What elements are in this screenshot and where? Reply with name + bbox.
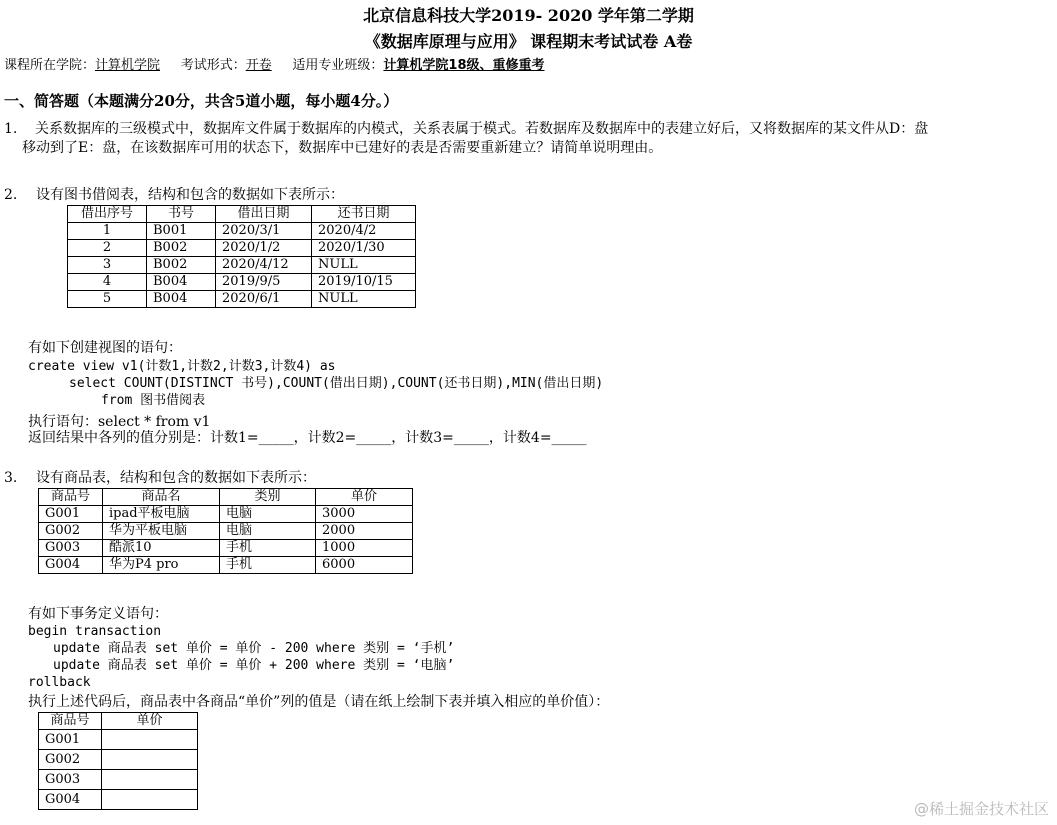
blank-cell	[102, 770, 198, 790]
exam-meta	[4, 57, 545, 74]
q2-exec: 执行语句：select * from v1	[28, 414, 211, 430]
answer-table	[38, 712, 198, 810]
table-cell: G001	[39, 506, 103, 523]
col-price: 单价	[316, 489, 413, 506]
major-label: 适用专业班级：	[292, 58, 384, 73]
table-cell: G004	[39, 557, 103, 574]
table-cell: B001	[147, 223, 216, 240]
table-cell: 5	[68, 291, 147, 308]
table-cell: G002	[39, 750, 102, 770]
q2-code-line2: select COUNT(DISTINCT 书号),COUNT(借出日期),COUNT(还书日期),MIN(借出日期)	[69, 376, 604, 391]
table-cell: B002	[147, 240, 216, 257]
table-cell: 电脑	[220, 506, 316, 523]
product-table	[38, 488, 413, 574]
table-cell: 2020/4/12	[216, 257, 312, 274]
exam-subtitle: 《数据库原理与应用》 课程期末考试试卷 A卷	[364, 32, 693, 51]
table-cell: 4	[68, 274, 147, 291]
q2-code-line3: from 图书借阅表	[101, 393, 206, 408]
table-cell: 2020/4/2	[312, 223, 416, 240]
table-cell: 6000	[316, 557, 413, 574]
table-cell: G002	[39, 523, 103, 540]
college-value: 计算机学院	[95, 58, 161, 73]
col-category: 类别	[220, 489, 316, 506]
table-row	[39, 770, 198, 790]
q3-tx-intro: 有如下事务定义语句：	[28, 606, 168, 622]
table-cell: 酷派10	[103, 540, 220, 557]
table-cell: NULL	[312, 257, 416, 274]
table-cell: 1	[68, 223, 147, 240]
table-row	[39, 730, 198, 750]
table-row	[68, 257, 416, 274]
table-cell: ipad平板电脑	[103, 506, 220, 523]
blank-cell	[102, 790, 198, 810]
col-return-date: 还书日期	[312, 206, 416, 223]
section-heading: 一、简答题（本题满分20分，共含5道小题，每小题4分。）	[4, 92, 399, 110]
answer-table-header	[39, 713, 198, 730]
college-label: 课程所在学院：	[4, 58, 96, 73]
table-row	[68, 223, 416, 240]
q3-code-line3: update 商品表 set 单价 = 单价 + 200 where 类别 = ‘电脑’	[53, 658, 455, 673]
q3-intro: 设有商品表，结构和包含的数据如下表所示：	[36, 470, 316, 486]
table-cell: G003	[39, 540, 103, 557]
table-row	[39, 790, 198, 810]
table-row	[68, 291, 416, 308]
blank-cell	[102, 730, 198, 750]
q2-intro: 设有图书借阅表，结构和包含的数据如下表所示：	[36, 187, 344, 203]
q2-result: 返回结果中各列的值分别是：计数1=_____，计数2=_____，计数3=_____，计数4=_____	[28, 430, 587, 446]
col-product-id: 商品号	[39, 489, 103, 506]
q1-line2: 移动到了E：盘，在该数据库可用的状态下，数据库中已建好的表是否需要重新建立？请简单说明理由。	[22, 140, 663, 156]
table-cell: 2019/10/15	[312, 274, 416, 291]
q1-line1: 关系数据库的三级模式中，数据库文件属于数据库的内模式，关系表属于模式。若数据库及数据库中的表建立好后，又将数据库的某文件从D：盘	[35, 121, 929, 137]
col-book-id: 书号	[147, 206, 216, 223]
table-cell: B004	[147, 291, 216, 308]
table-cell: 2019/9/5	[216, 274, 312, 291]
q3-number: 3.	[4, 470, 18, 486]
exam-form-value: 开卷	[245, 58, 272, 73]
table-cell: 3000	[316, 506, 413, 523]
table-cell: 华为P4 pro	[103, 557, 220, 574]
loan-table	[67, 205, 416, 308]
q2-view-intro: 有如下创建视图的语句：	[28, 340, 182, 356]
table-row	[68, 274, 416, 291]
table-cell: 2	[68, 240, 147, 257]
table-row	[39, 750, 198, 770]
q1-number: 1.	[4, 121, 18, 137]
table-cell: 华为平板电脑	[103, 523, 220, 540]
table-cell: 2000	[316, 523, 413, 540]
col-product-id: 商品号	[39, 713, 102, 730]
table-row	[39, 523, 413, 540]
table-cell: B004	[147, 274, 216, 291]
table-cell: NULL	[312, 291, 416, 308]
table-cell: 2020/1/30	[312, 240, 416, 257]
blank-cell	[102, 750, 198, 770]
table-cell: 2020/6/1	[216, 291, 312, 308]
product-table-header	[39, 489, 413, 506]
table-cell: 手机	[220, 540, 316, 557]
table-cell: 电脑	[220, 523, 316, 540]
table-cell: G001	[39, 730, 102, 750]
col-product-name: 商品名	[103, 489, 220, 506]
col-price: 单价	[102, 713, 198, 730]
q3-code-line1: begin transaction	[28, 624, 162, 639]
table-cell: G003	[39, 770, 102, 790]
loan-table-header	[68, 206, 416, 223]
table-row	[68, 240, 416, 257]
q3-code-line2: update 商品表 set 单价 = 单价 - 200 where 类别 = ‘手机’	[53, 641, 455, 656]
table-cell: B002	[147, 257, 216, 274]
major-value: 计算机学院18级、重修重考	[383, 58, 545, 73]
table-cell: 手机	[220, 557, 316, 574]
exam-form-label: 考试形式：	[180, 58, 246, 73]
table-cell: 1000	[316, 540, 413, 557]
watermark: @稀土掘金技术社区	[913, 800, 1049, 818]
q3-after: 执行上述代码后，商品表中各商品“单价”列的值是（请在纸上绘制下表并填入相应的单价值）：	[28, 694, 610, 710]
table-cell: G004	[39, 790, 102, 810]
q2-code-line1: create view v1(计数1,计数2,计数3,计数4) as	[28, 359, 336, 374]
table-cell: 3	[68, 257, 147, 274]
col-loan-id: 借出序号	[68, 206, 147, 223]
q2-number: 2.	[4, 187, 18, 203]
table-row	[39, 557, 413, 574]
q3-code-line4: rollback	[28, 675, 91, 690]
table-row	[39, 506, 413, 523]
col-loan-date: 借出日期	[216, 206, 312, 223]
table-cell: 2020/1/2	[216, 240, 312, 257]
table-cell: 2020/3/1	[216, 223, 312, 240]
table-row	[39, 540, 413, 557]
exam-title: 北京信息科技大学2019- 2020 学年第二学期	[363, 6, 694, 25]
